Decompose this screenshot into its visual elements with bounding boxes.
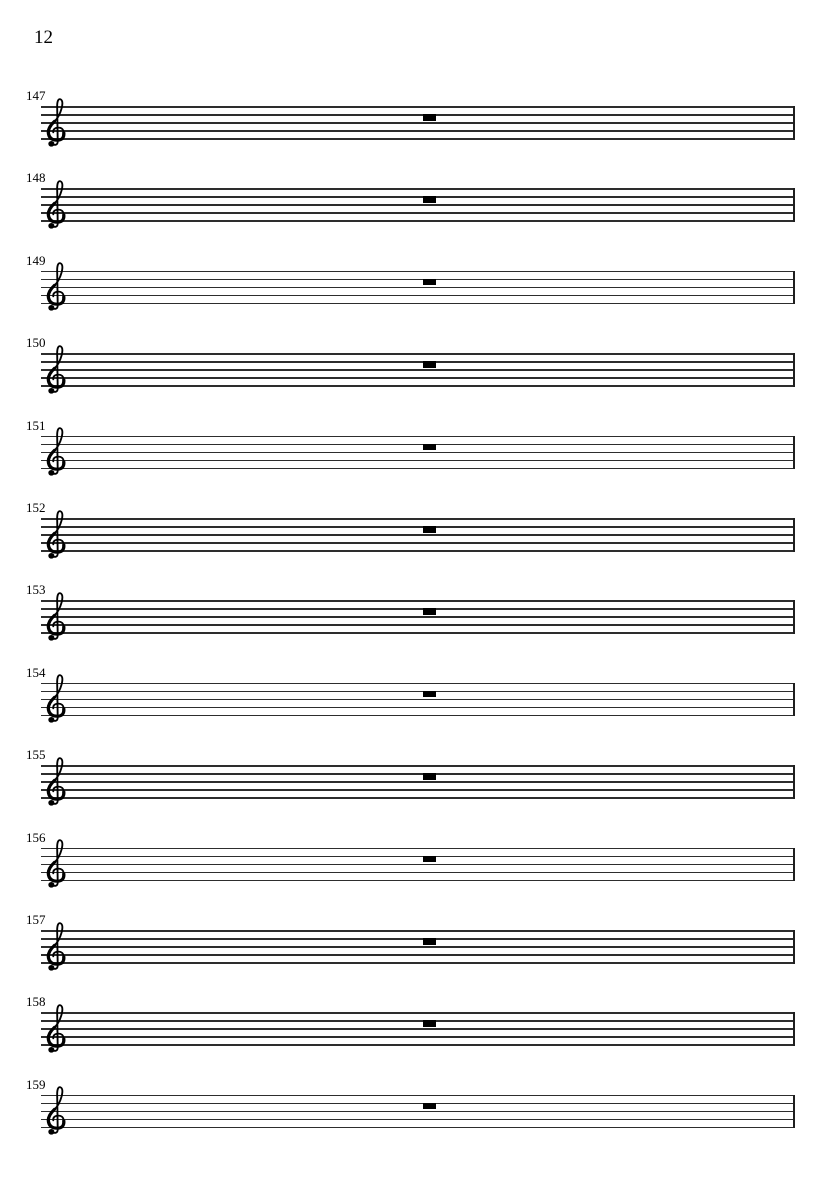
final-barline (793, 848, 795, 882)
staff-line (41, 1012, 795, 1014)
treble-clef-icon (45, 344, 66, 396)
staff-line (41, 715, 795, 717)
final-barline (793, 518, 795, 552)
staff-line (41, 188, 795, 190)
staff-line (41, 773, 795, 775)
treble-clef-icon (45, 1085, 66, 1137)
staff-line (41, 114, 795, 116)
final-barline (793, 765, 795, 799)
whole-rest-icon (423, 856, 436, 863)
whole-rest-icon (423, 444, 436, 451)
whole-rest-icon (423, 1020, 436, 1027)
staff-line (41, 962, 795, 964)
staff-line (41, 212, 795, 214)
staff-line (41, 1028, 795, 1030)
staff-line (41, 279, 795, 281)
staff-line (41, 460, 795, 462)
final-barline (793, 353, 795, 387)
staff-line (41, 797, 795, 799)
staff-line (41, 616, 795, 618)
staff-line (41, 468, 795, 470)
page-number: 12 (34, 27, 53, 48)
staff-line (41, 864, 795, 866)
treble-clef-icon (45, 509, 66, 561)
staff-line (41, 550, 795, 552)
staff-line (41, 765, 795, 767)
staff-line (41, 542, 795, 544)
whole-rest-icon (423, 526, 436, 533)
staff-line (41, 930, 795, 932)
staff-line (41, 518, 795, 520)
whole-rest-icon (423, 114, 436, 121)
staff-line (41, 204, 795, 206)
staff-line (41, 624, 795, 626)
staff-line (41, 452, 795, 454)
measure-number: 154 (26, 664, 46, 680)
staff-line (41, 106, 795, 108)
final-barline (793, 106, 795, 140)
staff-line (41, 691, 795, 693)
staff-line (41, 789, 795, 791)
measure-number: 152 (26, 500, 46, 515)
treble-clef-icon (45, 426, 66, 478)
final-barline (793, 271, 795, 305)
staff-line (41, 1020, 795, 1022)
treble-clef-icon (45, 261, 66, 313)
staff-line (41, 526, 795, 528)
staff-line (41, 1103, 795, 1105)
whole-rest-icon (423, 938, 436, 945)
staff-line (41, 385, 795, 387)
staff-line (41, 353, 795, 355)
whole-rest-icon (423, 279, 436, 286)
staff-line (41, 287, 795, 289)
treble-clef-icon (45, 921, 66, 973)
treble-clef-icon (45, 756, 66, 808)
staff-line (41, 1119, 795, 1121)
final-barline (793, 436, 795, 470)
treble-clef-icon (45, 591, 66, 643)
measure-number: 159 (26, 1076, 46, 1092)
staff-line (41, 683, 795, 685)
treble-clef-icon (45, 1003, 66, 1055)
measure-number: 153 (26, 582, 46, 598)
final-barline (793, 683, 795, 717)
whole-rest-icon (423, 1103, 436, 1110)
final-barline (793, 1012, 795, 1046)
measure-number: 158 (26, 994, 46, 1010)
staff-line (41, 856, 795, 858)
staff-line (41, 632, 795, 634)
final-barline (793, 930, 795, 964)
staff-line (41, 220, 795, 222)
staff-line (41, 122, 795, 124)
staff-line (41, 781, 795, 783)
whole-rest-icon (423, 608, 436, 615)
staff-line (41, 369, 795, 371)
staff-line (41, 699, 795, 701)
final-barline (793, 600, 795, 634)
treble-clef-icon (45, 673, 66, 725)
staff-line (41, 130, 795, 132)
staff-line (41, 1036, 795, 1038)
staff-line (41, 1111, 795, 1113)
staff-line (41, 600, 795, 602)
final-barline (793, 188, 795, 222)
measure-number: 155 (26, 747, 46, 763)
measure-number: 149 (26, 252, 46, 268)
measure-number: 147 (26, 88, 46, 103)
staff-line (41, 938, 795, 940)
staff-line (41, 303, 795, 305)
staff-line (41, 138, 795, 140)
staff-line (41, 848, 795, 850)
measure-number: 157 (26, 912, 46, 927)
staff-line (41, 608, 795, 610)
staff-line (41, 707, 795, 709)
measure-number: 151 (26, 417, 46, 433)
treble-clef-icon (45, 179, 66, 231)
treble-clef-icon (45, 838, 66, 890)
measure-number: 150 (26, 335, 46, 351)
staff-line (41, 436, 795, 438)
staff-line (41, 954, 795, 956)
measure-number: 156 (26, 829, 46, 845)
whole-rest-icon (423, 196, 436, 203)
whole-rest-icon (423, 773, 436, 780)
measure-number: 148 (26, 170, 46, 186)
staff-line (41, 946, 795, 948)
staff-line (41, 1127, 795, 1129)
staff-line (41, 271, 795, 273)
staff-line (41, 196, 795, 198)
staff-line (41, 295, 795, 297)
staff-line (41, 444, 795, 446)
staff-line (41, 872, 795, 874)
treble-clef-icon (45, 97, 66, 149)
staff-line (41, 1044, 795, 1046)
staff-line (41, 534, 795, 536)
whole-rest-icon (423, 361, 436, 368)
final-barline (793, 1095, 795, 1129)
staff-line (41, 361, 795, 363)
staff-line (41, 1095, 795, 1097)
staff-line (41, 377, 795, 379)
staff-line (41, 880, 795, 882)
whole-rest-icon (423, 691, 436, 698)
